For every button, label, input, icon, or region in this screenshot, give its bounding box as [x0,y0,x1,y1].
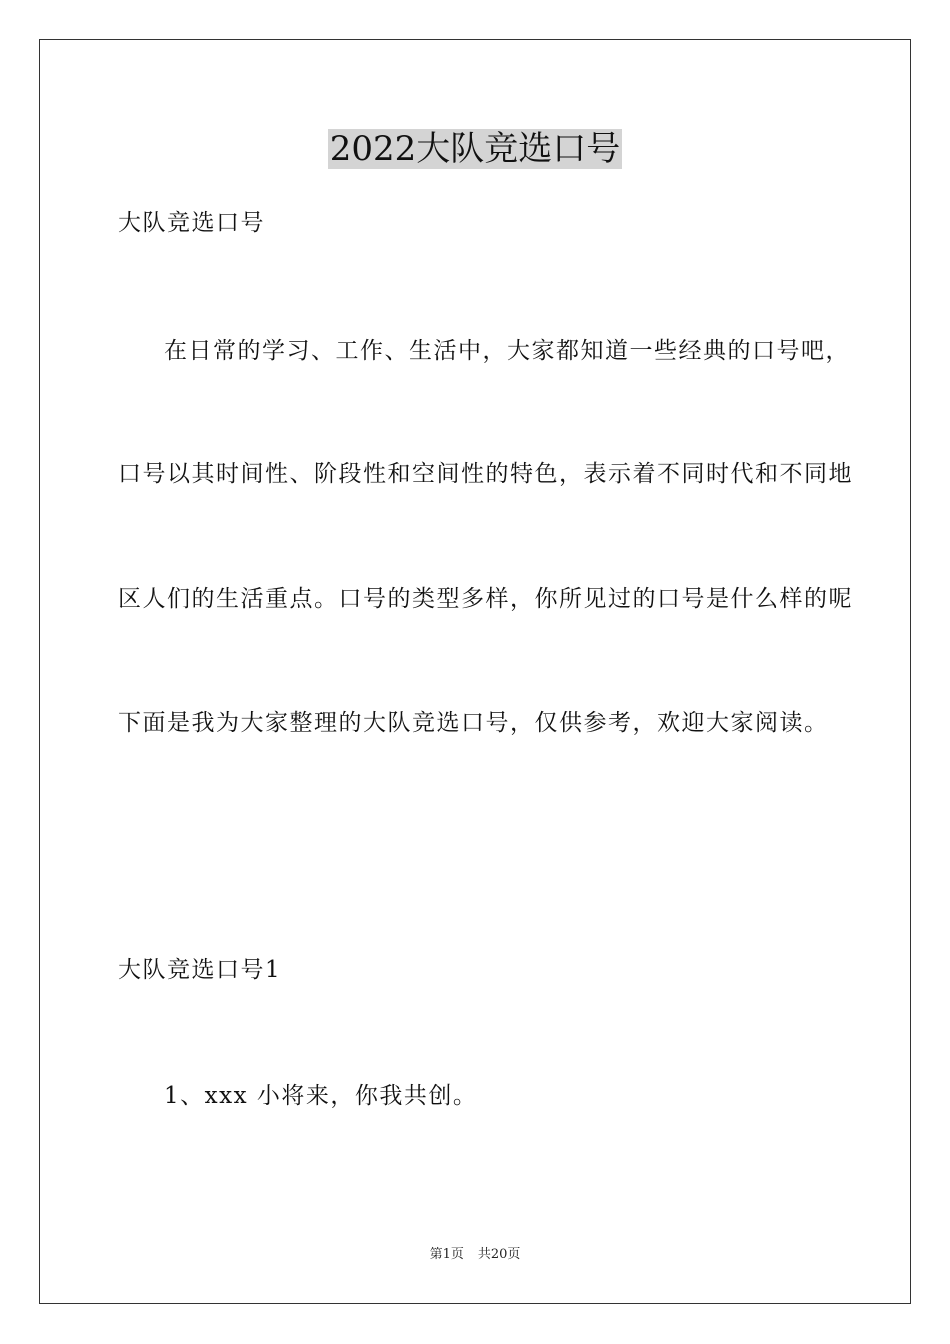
document-title-text: 2022大队竞选口号 [329,129,621,169]
paragraph-line-1: 在日常的学习、工作、生活中，大家都知道一些经典的口号吧， [164,338,850,364]
list-item: 1、xxx 小将来，你我共创。 [164,1083,478,1109]
section-heading: 大队竞选口号1 [118,957,282,983]
document-title [0,126,950,172]
paragraph-line-2: 口号以其时间性、阶段性和空间性的特色，表示着不同时代和不同地 [118,461,853,487]
page-number: 第1页 [429,1247,464,1262]
paragraph-line-3: 区人们的生活重点。口号的类型多样，你所见过的口号是什么样的呢 [118,586,853,612]
page-total: 共20页 [477,1247,521,1262]
paragraph-line-4: 下面是我为大家整理的大队竞选口号，仅供参考，欢迎大家阅读。 [118,710,829,736]
document-subtitle: 大队竞选口号 [118,210,265,236]
page-footer [0,1246,950,1264]
